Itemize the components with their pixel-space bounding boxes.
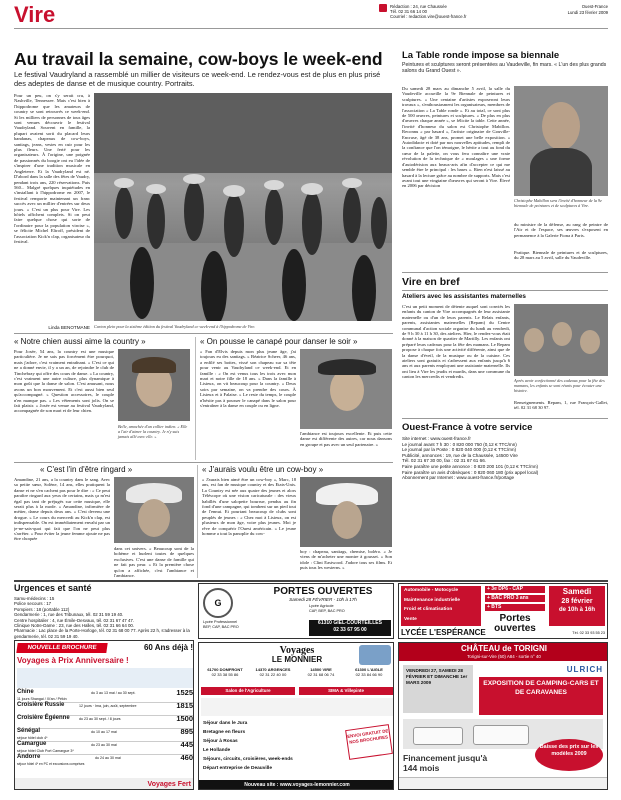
travel-row[interactable] (17, 755, 193, 768)
voyages-trip[interactable]: Bretagne en fleurs (203, 730, 246, 735)
dance-floor-illustration (94, 93, 392, 321)
lycee-pill: + BTS (485, 604, 545, 611)
urgence-line: Samu-médecins : 15 (14, 596, 55, 601)
voyages-event-details (201, 698, 393, 716)
face-shape (580, 330, 600, 354)
divider (402, 418, 608, 419)
portrait-body-col (300, 431, 392, 459)
biennale-body-col (514, 222, 608, 248)
travel-dest: Sénégal (17, 728, 41, 734)
en-bref-item-title: Ateliers avec les assistantes maternelles (402, 293, 526, 300)
office (249, 667, 297, 685)
torigni-sub: Torigni-sur-Vire (50) A84 - sortie n° 40 (467, 654, 541, 659)
lycee-pill: + 3e DP6 - CAP (485, 586, 545, 593)
lycee-bullet: Vente (404, 616, 417, 622)
portrait-body-col (202, 477, 296, 577)
lycee-pills (485, 586, 545, 611)
portrait-body-col (14, 477, 110, 577)
portes-line: Lycée Agricole (309, 604, 334, 608)
lycee-bullet: Maintenance industrielle (404, 597, 460, 603)
portrait-body-text: « Fan d'Elvis depuis mon plus jeune âge, j'ai toujours eu des santiags. » Béatrice Scheer, 46 ans, a enfilé ses bottes, vissé son chapeau sur sa tête pour venir au Vaudryland ce week-end. Et en famille : « On est venus tous les trois avec mon mari et notre fille de 18 ans. » Dans la famille à Lisieux, on vit beaucoup pour la country. « Deux soirs par semaine, on va prendre des cours. À Lisieux et à Falaise. » Le reste du temps, le couple n'hésite pas à pousser le canapé dans le salon pour s'entraîner à la danse en couple ou en ligne. (200, 349, 296, 409)
contact-line: Rédaction : 24, rue Chaussée (390, 4, 447, 9)
voyages-trip[interactable]: Départ entreprise de Deauville (203, 766, 273, 771)
biennale-lead: Peintures et sculptures seront présentées au Vaudeville, fin mars. « L'un des plus grands salons du Grand Ouest ». (402, 62, 607, 75)
portes-line: CAP, BEP, BAC PRO (309, 608, 345, 613)
voyages-footer[interactable]: Nouveau site : www.voyages-lemonnier.com (199, 780, 394, 790)
office-city: DOMFRONT (219, 667, 243, 672)
main-headline: Au travail la semaine, cow-boys le week-end (14, 49, 383, 69)
biennale-body-text-2: du ministre de la défense, au rang de peintre de l'Air et de l'espace, ses œuvres s'exposent en permanence à la Galerie Fiona à Paris. (514, 222, 608, 238)
face-shape (552, 322, 572, 346)
biennale-body-col (402, 86, 510, 268)
voyages-trip[interactable]: Séjours, circuits, croisières, week-ends (203, 757, 293, 762)
urgence-line: Pompiers : 18 (portable 112) (14, 606, 70, 612)
portrait-caption-1: Belle, amochée d'un collier indien. « Elle a l'air d'aimer la country. Je n'y suis jamais allé avec elle. » (118, 424, 188, 439)
children-photo (514, 304, 608, 376)
office-cp: 14500 (310, 667, 322, 672)
urgence-line: Gendarmerie : 1, rue des Tribunaux, tél. 02 31 59 19 40. (14, 612, 124, 618)
office-phone: 02 31 68 06 74 (307, 672, 335, 677)
main-body-col (14, 93, 90, 323)
service-title: Ouest-France à votre service (402, 422, 533, 433)
face-shape (524, 328, 544, 352)
portrait-body-text: Pour Josée, 54 ans, la country est une musique particulière. Je ne sais pas forcément être pourquoi, mais j'adore, c'est vraiment entraînant. « C'est ce qui ne a donné envie, il y a un an, de rejoindre le club de Tinchebray qui offre des cours de danse. » La country, c'est vraiment une autre culture, plus dynamique à mon goût que la danse de salon. C'est amusant, nous avons un bon mouvement. Et c'est aussi bien seul qu'accompagné. » Question accessoires, le couple n'en manque pas. « Les vêtements sont jolis. On se fait plaisir. » Josée est venue au festival Vaudryland, accompagnée de son mari et de leur chien. (14, 349, 114, 414)
portrait-photo-4 (300, 477, 392, 547)
divider (402, 290, 608, 291)
main-body-text: Pour un peu, on s'y serait cru, à Nashville, Tennessee. Mais c'est bien à l'hippodrome que les amateurs de country se sont retrouvés ce week-end. Si les milliers de personnes de tous âges sont venues découvrir le festival Vaudryland. Souvent en famille, la plupart avaient sorti du placard leurs bandanas, chapeaux de cow-boys, santiags, jeans, vestes en cuir pour les plus fleurs. Une ferté pour les organisateurs. À l'origine, une poignée de passionnés du boogie ont eu l'idée de s'inspirer d'une tradition musicale en Angleterre. Et la Vaudryland est né. D'abord dans la salle des fêtes de Vaudry, pendant trois ans, 220 réservations. Puis 560... Malgré quelques inquiétudes en s'installant à l'hippodrome en 2007, le festival remporte maintenant un franc succès avec un millier d'entrées sur deux jours. « C'est un plus pour Vire. Les hôtels affichent complets. Si on peut faire quelque chose qui sorte de l'ordinaire pour la population viroise », se félicite Michel Eltroff, président de l'association Kick'n clap, organisateur du festival. (14, 93, 90, 244)
voyages-lemonnier-ad[interactable] (198, 642, 394, 790)
voyages-subtitle: LE MONNIER (271, 655, 323, 664)
divider (402, 272, 608, 273)
portes-ouvertes-ad[interactable] (198, 583, 394, 639)
ouest-france-logo-icon (379, 4, 387, 12)
travel-dates: du 10 au 17 mai (91, 730, 117, 734)
portrait-body-col (14, 349, 114, 459)
lycee-esperance-ad[interactable] (398, 583, 608, 639)
travel-desc: séjour hôtel club 4* (17, 736, 48, 740)
portes-title: PORTES OUVERTES (273, 586, 373, 597)
section-title: Vire (14, 2, 56, 27)
portes-line: BEP, CAP, BAC PRO (203, 624, 239, 629)
biennale-practical-text: Pratique. Biennale de peintures et de sculptures, du 28 mars au 5 avril, salle du Vaudeville. (514, 250, 608, 261)
travel-dates: du 3 au 13 mai / au 30 sept. (91, 691, 136, 695)
voyages-trip[interactable]: Le Hollande (203, 748, 231, 753)
office (201, 667, 249, 685)
portrait-photo-1 (118, 349, 190, 421)
portes-address: 61310 GIEL-COURTEILLES (318, 620, 382, 626)
biennale-body-text: Du samedi 28 mars au dimanche 5 avril, la salle du Vaudeville accueille la 9e Biennale de peintures et sculptures. « Une centaine d'artistes exposeront leurs travaux », s'enthousiasment les organisateurs, membres de l'association « La Table ronde ». Et au total, ce sont plus de 500 œuvres, peintures et sculptures. « De plus en plus d'œuvres chaque année », se félicite la table. Cette année, l'invité d'honneur du salon est Christophe Mabillon. Reconnu « par hasard », l'artiste originaire de Gouville-Encruse, âgé de 38 ans, promet une belle exposition. « Autodidacte et doté par nos nouvelles aptitudes, rempli de la confiance que l'on témoigne, le hérite a tout au fond du cœur de la palette, on vous fera connaître une vraie révolution de la technique de « moulages » une forme d'autodérision aux beaux-arts afin d'accepter ce qui me semble être le principal : les bases ». Rien n'est laissé au hasard à la lecture grâce au nombre de supports. Mais c'est avant tout une vingtaine d'œuvres qui seront à Vire. Élevé en 2006 par décision (402, 86, 510, 189)
service-line: Le journal par la Poste : 0 820 040 000 (0,12 € TTC/mn) (402, 447, 517, 453)
office-phone: 02 31 22 40 00 (259, 672, 287, 677)
office-city: L'AIGLE (367, 667, 383, 672)
travel-price: 1815 (176, 701, 193, 710)
voyages-offices (201, 667, 393, 685)
paper-name: Ouest-France (581, 4, 608, 9)
portrait-photo-3 (114, 477, 194, 543)
portes-date: Samedi 28 FÉVRIER - 10h à 17h (289, 597, 357, 602)
office-cp: 61300 (355, 667, 367, 672)
brochure-banner: NOUVELLE BROCHURE (16, 643, 107, 653)
urgence-line: Clinique Notre-Dame : 23, rue des Halles, tél. 02 31 66 64 00. (14, 623, 135, 629)
dancers-photo (94, 93, 392, 321)
face-shape (542, 102, 580, 150)
lycee-event-hours: de 10h à 16h (558, 607, 596, 613)
en-bref-info (514, 400, 608, 414)
brand-logos-strip (399, 777, 608, 790)
voyages-event: Salon de l'Agriculture (201, 687, 295, 695)
contact-block (390, 4, 466, 19)
torigni-header (399, 643, 608, 661)
lycee-event-day: Samedi (562, 587, 592, 596)
travel-ad-footer: Voyages Fert (15, 778, 194, 790)
lycee-big-label: Portes ouvertes (494, 613, 536, 634)
hat-shape (318, 359, 376, 375)
office-city: ARGENCES (267, 667, 291, 672)
urgence-line: Centre hospitalier : 4, rue Émile-Desvaux, tél. 02 31 67 47 47. (14, 617, 135, 623)
portrait-body-col (114, 546, 194, 578)
office-cp: 14370 (255, 667, 267, 672)
contact-line: Courriel : redaction.vire@ouest-france.fr (390, 14, 467, 19)
office-phone: 02 33 84 66 90 (355, 672, 383, 677)
voyages-trip[interactable]: Séjour à Rosas (203, 739, 238, 744)
service-line: Faire paraître une petite annonce : 0 820 200 101 (0,12 € TTC/mn) (402, 463, 539, 469)
service-line: Abonnement par Internet : www.ouest-france.fr/portage (402, 475, 515, 481)
travel-dest: Camargue (17, 741, 47, 747)
travel-row[interactable] (17, 742, 193, 755)
travel-desc: 11 jours Shangai / Xi'an / Pékin (17, 697, 67, 701)
office-cp: 61700 (207, 667, 219, 672)
travel-dest: Chine (17, 689, 34, 695)
voyages-event: SIMA & Villepinte (299, 687, 393, 695)
travel-dest: Andorre (17, 754, 41, 760)
lycee-pill: + BAC PRO 3 ans (485, 595, 545, 602)
travel-desc: séjour hôtel Club Port Camargue 3* (17, 749, 74, 753)
portrait-quote-3: « C'est l'in d'être ringard » (40, 465, 133, 474)
divider (14, 462, 393, 463)
portrait-body-text: Amandine, 21 ans, a la country dans le sang. Avec sa petite sœur, Solène, 14 ans, elles pratiquent la danse et ne s'en cachent pas pour le dire : « Ce peut paraître ringard aux yeux de certains, mais ça m'est égal pas tant de préjugés sur cette musique, elle serait plus à la mode. » Amandine, infirmière de métier, danse depuis deux ans. « C'est devenu une drogue. » Le cours du mercredi au Kick'n clap, est indispensable. On est immédiatement envahi par un je-ne-sais-quoi qui fait que l'on ne peut plus s'arrêter. » Pour éviter la jeune femme ajoute ne pas être choquée (14, 477, 110, 542)
torigni-dates: VENDREDI 27, SAMEDI 28 FÉVRIER ET DIMANCHE 1er MARS 2009 (403, 665, 473, 713)
issue-date: Lundi 23 février 2009 (567, 9, 608, 15)
portes-lines (309, 604, 391, 613)
portrait-quote-4: « J'aurais voulu être un cow-boy » (202, 465, 324, 474)
portrait-body-text: dans cet univers. « Beaucoup sont de la bohème et hurlent toutes de quelques exclusives. C'est une danse de famille qui ne fait pas peur. » Et la première chose qu'on a affichée, c'est l'ambiance et l'ambiance. (114, 546, 194, 578)
children-photo-caption: Après avoir confectionné des cadeaux pour la fête des mamans, les enfants se sont réunis pour écouter une histoire. (514, 378, 605, 393)
byline: Linda BENOTMANE (48, 325, 90, 330)
portes-phone: 02 33 67 95 00 (333, 627, 367, 633)
voyages-title: Voyages (279, 645, 315, 656)
portes-line: Lycée Professionnel (203, 620, 238, 624)
travel-dest: Croisière Russie (17, 702, 65, 708)
travel-price: 895 (180, 727, 193, 736)
lycee-event-box (549, 586, 605, 626)
portrait-photo-2 (300, 349, 392, 429)
lycee-bullet: Automobile - Motocycle (404, 588, 459, 593)
portrait-body-text: « J'aurais bien aimé être un cow-boy », Marc, 18 ans, est fan de musique country et des Etats-Unis. La Country est née aux quatre des jeunes et alors Téléscope où une vision caricaturale : des vieux habillés d'une salopette bourrue, pendus au fin fond d'une campagne, qui tombent sur un pied tout de l'ennui. Et pourtant beaucoup de clubs sont peuplés de jeunes : « Chez moi à Lisieux, on est plusieurs de mon âge, voire plus jeunes. Moi je rêve de conquérir l'Ouest américain. » Le jeune homme a tout la panoplie du cow- (202, 477, 296, 537)
face-shape (330, 369, 364, 411)
travel-ad-rows (17, 690, 193, 768)
price-drop-badge: Baisse des prix sur les modèles 2009 (535, 739, 603, 771)
travel-price: 445 (180, 740, 193, 749)
en-bref-title: Vire en bref (402, 276, 460, 288)
urgence-line: Police secours : 17 (14, 601, 52, 607)
divider (195, 337, 196, 460)
voyages-logo-icon (359, 645, 391, 665)
portrait-body-col (300, 549, 392, 577)
portrait-body-col (200, 349, 296, 459)
en-bref-body-col (402, 304, 510, 414)
header-rule (14, 28, 608, 29)
shirt-shape (530, 148, 592, 196)
en-bref-body-text: C'est un petit moment de détente auquel sont conviés les enfants du canton de Vire accompagnés de leur assistante maternelle ou d'un de leurs parents. Le Relais enfants, parents, assistantes maternelles (Repam) du Centre communal d'action sociale organise du lundi au vendredi, de 9 h 30 à 11 h 30, des ateliers. Hier, le rendez-vous était donné à la maison de quartier de Martilly. Les enfants ont préparé leurs cadeaux pour la fête des mamans. Le Repam propose à chaque fois une activité différente, ainsi que de la danse d'éveil, de la musique ou de la cuisine. Ces ateliers sont gratuits et s'adressent aux enfants jusqu'à 6 ans et aux parents employant une assistante maternelle. Ils ont lieu à Vire les jeudis et mardis, dans une commune du canton les mercredis et vendredis. (402, 304, 510, 380)
divider (197, 465, 198, 578)
lycee-bullet: Froid et climatisation (404, 607, 453, 612)
service-line: Site internet : www.ouest-france.fr (402, 436, 471, 441)
travel-desc: séjour hôtel 4* en PC et excursions comprises (17, 762, 85, 766)
urgence-line: Pharmacie : Lac place de la Porte-Horloge, tél. 02 31 68 00 77. Après 22 h, s'adresser à la gendarmerie, tél. 02 31 59 19 40. (14, 628, 190, 639)
financing-text: Financement jusqu'à 144 mois (403, 753, 488, 773)
travel-dates: du 24 au 30 mai (95, 756, 121, 760)
office (297, 667, 345, 685)
face-shape (138, 499, 170, 537)
biennale-practical (514, 250, 608, 268)
urgences-list (14, 596, 194, 639)
service-line: Publicité, annonces : 19, rue de la Chaussée, 14500 Vire (402, 452, 518, 458)
travel-price: 1525 (176, 688, 193, 697)
travel-ad-header (15, 641, 194, 655)
portrait-quote-2: « On pousse le canapé pour danser le soir » (200, 337, 358, 346)
en-bref-info-text: Renseignements. Repam, 1, rue François-Gallet, tél. 02 31 68 30 97. (514, 400, 608, 411)
travel-ad-banner-image (17, 668, 193, 688)
artist-photo (514, 86, 608, 196)
artist-photo-caption: Christophe Mabillon sera l'invité d'honneur de la 9e biennale de peintures et de sculptures à Vire. (514, 198, 602, 208)
service-list (402, 436, 608, 481)
portrait-body-text: boy : chapeau, santiags, chemise, boléro. « Je viens de m'acheter une montre à gousset. » Son idole : Clint Eastwood. J'adore tous ses films. Et puis tous les westerns. » (300, 549, 392, 571)
divider (14, 333, 393, 334)
contact-line: Tél. 02 31 66 14 00 (390, 9, 428, 14)
voyages-trip[interactable]: Séjour dans le Jura (203, 721, 248, 726)
travel-row[interactable] (17, 716, 193, 729)
service-line: Le journal avant 7 h 30 : 0 820 000 750 (0,12 € TTC/mn) (402, 441, 517, 447)
voyages-trips (203, 719, 343, 773)
travel-desc: 12 jours · Ima, juin, août, septembre (79, 704, 137, 708)
lycee-name: LYCÉE L'ESPÉRANCE (401, 628, 486, 637)
travel-ad[interactable] (14, 640, 194, 790)
camper-shape (473, 725, 529, 745)
portrait-quote-1: « Notre chien aussi aime la country » (14, 337, 146, 346)
travel-dates: du 23 au 30 sept. / 8 jours (79, 717, 121, 721)
torigni-ad[interactable] (398, 642, 608, 790)
service-line: Tél. 02 31 67 30 00, fax : 02 31 67 61 66. (402, 458, 487, 464)
portrait-body-text: l'ambiance est toujours excellente. Et puis cette danse est différente des autres, car nous dansons en groupe et pas avec un seul partenaire. » (300, 431, 392, 447)
service-line: Faire paraître un avis d'obsèques : 0 820 060 180 (prix appel local) (402, 469, 539, 475)
office-phone: 02 33 38 55 86 (211, 672, 239, 677)
school-logo-icon: G (203, 588, 233, 618)
face-shape (332, 501, 362, 539)
ulrich-brand: ULRICH (566, 665, 603, 674)
lycee-address: Tél. 02 33 93 55 23 (572, 631, 605, 635)
free-brochure-stamp: ENVOI GRATUIT DE NOS BROCHURES (345, 724, 393, 760)
camper-shape (413, 727, 463, 745)
hair-shape (132, 357, 176, 373)
dancers-photo-caption: Carton plein pour la sixième édition du festival Vaudryland ce week-end à l'hippodrome de Vire. (94, 324, 256, 329)
divider (14, 580, 608, 582)
lycee-bullets (401, 586, 481, 626)
torigni-event: EXPOSITION DE CAMPING-CARS ET DE CARAVANES (479, 677, 603, 715)
lycee-event-date: 28 février (561, 598, 593, 605)
travel-ad-title: Voyages à Prix Anniversaire ! (17, 656, 129, 665)
travel-price: 460 (180, 753, 193, 762)
masthead-right (540, 4, 608, 15)
portes-lines (203, 620, 303, 629)
travel-dest: Croisière Égéenne (17, 715, 70, 721)
travel-price: 1500 (176, 714, 193, 723)
office-city: VIRE (322, 667, 332, 672)
anniversary-badge: 60 Ans déjà ! (143, 643, 193, 652)
travel-dates: du 23 au 30 mai (91, 743, 117, 747)
main-subhead: Le festival Vaudryland a rassemblé un millier de visiteurs ce week-end. Le rendez-vous est de plus en plus prisé des adeptes de danse et de musique country. Portraits. (14, 70, 381, 88)
office (345, 667, 393, 685)
urgences-title: Urgences et santé (14, 583, 92, 593)
portes-contact-box (309, 620, 391, 636)
torigni-title: CHÂTEAU de TORIGNI (460, 644, 548, 653)
biennale-title: La Table ronde impose sa biennale (402, 50, 560, 61)
